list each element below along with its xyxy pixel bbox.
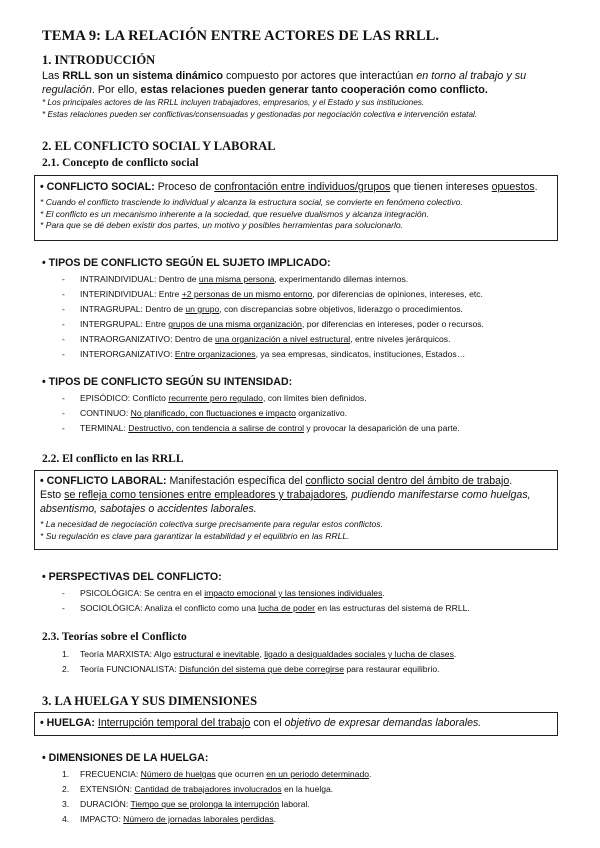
text: Proceso de bbox=[154, 181, 215, 193]
text: INTERINDIVIDUAL: Entre bbox=[80, 289, 182, 299]
definition-line bbox=[35, 180, 557, 194]
list-marker: - bbox=[62, 408, 65, 418]
underlined-text: Interrupción temporal del trabajo bbox=[97, 717, 251, 729]
section-heading-conflicto: 2. EL CONFLICTO SOCIAL Y LABORAL bbox=[42, 139, 276, 153]
section-heading-huelga: 3. LA HUELGA Y SUS DIMENSIONES bbox=[42, 694, 258, 708]
text: compuesto por actores que interactúan bbox=[223, 70, 417, 82]
text: , bbox=[259, 649, 265, 659]
list-item bbox=[62, 769, 371, 780]
underlined-text: un grupo bbox=[185, 304, 220, 314]
underlined-text: grupos de una misma organización bbox=[168, 319, 302, 329]
subsection-heading-2-3: 2.3. Teorías sobre el Conflicto bbox=[42, 631, 187, 643]
list-marker: - bbox=[62, 423, 65, 433]
intro-paragraph bbox=[42, 69, 562, 97]
text: que ocurren bbox=[215, 769, 267, 779]
definition-line bbox=[35, 502, 557, 516]
text: , ya sea empresas, sindicatos, instituciones, Estados… bbox=[255, 349, 466, 359]
underlined-text: conflicto social dentro del ámbito de trabajo bbox=[305, 475, 510, 487]
list-marker: 3. bbox=[62, 799, 70, 809]
list-item bbox=[62, 814, 276, 825]
text: en la huelga. bbox=[281, 784, 334, 794]
text: , entre niveles jerárquicos. bbox=[350, 334, 451, 344]
text: SOCIOLÓGICA: Analiza el conflicto como una bbox=[80, 603, 259, 613]
list-item bbox=[62, 784, 333, 795]
list-item bbox=[62, 334, 451, 345]
bold-text: RRLL son un sistema dinámico bbox=[62, 70, 224, 82]
text: DURACIÓN: bbox=[80, 799, 131, 809]
text: EXTENSIÓN: bbox=[80, 784, 135, 794]
definition-label: • HUELGA: bbox=[40, 717, 95, 729]
box-note: * El conflicto es un mecanismo inherente a la sociedad, que resuelve dualismos y alcanza integración. bbox=[40, 208, 429, 219]
list-heading-intensidad: • TIPOS DE CONFLICTO SEGÚN SU INTENSIDAD: bbox=[42, 376, 293, 388]
list-item bbox=[62, 274, 408, 285]
text: . bbox=[273, 814, 277, 824]
text: INTRAINDIVIDUAL: Dentro de bbox=[80, 274, 199, 284]
text: que tienen intereses bbox=[390, 181, 492, 193]
list-marker: - bbox=[62, 393, 65, 403]
underlined-text: Disfunción del sistema que debe corregirse bbox=[179, 664, 344, 674]
text: INTRAORGANIZATIVO: Dentro de bbox=[80, 334, 215, 344]
underlined-text: lucha de poder bbox=[258, 603, 316, 613]
list-item bbox=[62, 588, 385, 599]
text: y provocar la desaparición de una parte. bbox=[304, 423, 460, 433]
list-item bbox=[62, 664, 440, 675]
italic-text: absentismo, sabotajes o accidentes laborales. bbox=[40, 503, 257, 515]
underlined-text: confrontación entre individuos/grupos bbox=[214, 181, 391, 193]
list-marker: - bbox=[62, 603, 65, 613]
list-marker: - bbox=[62, 319, 65, 329]
list-marker: 2. bbox=[62, 784, 70, 794]
definition-line bbox=[35, 716, 557, 730]
list-item bbox=[62, 408, 347, 419]
text: INTERGRUPAL: Entre bbox=[80, 319, 169, 329]
box-note: * Su regulación es clave para garantizar la estabilidad y el equilibrio en las RRLL. bbox=[40, 530, 350, 541]
list-item bbox=[62, 603, 470, 614]
list-marker: - bbox=[62, 274, 65, 284]
list-heading-sujeto: • TIPOS DE CONFLICTO SEGÚN EL SUJETO IMPLICADO: bbox=[42, 257, 331, 269]
text: Teoría MARXISTA: Algo bbox=[80, 649, 174, 659]
list-item bbox=[62, 393, 367, 404]
text: . bbox=[382, 588, 385, 598]
underlined-text: en un periodo determinado bbox=[266, 769, 370, 779]
list-marker: - bbox=[62, 588, 65, 598]
text: Esto bbox=[40, 489, 65, 501]
text: Manifestación específica del bbox=[166, 475, 306, 487]
document-title: TEMA 9: LA RELACIÓN ENTRE ACTORES DE LAS RRLL. bbox=[42, 28, 440, 44]
list-marker: 1. bbox=[62, 769, 70, 779]
text: para restaurar equilibrio. bbox=[343, 664, 440, 674]
underlined-text: se refleja como tensiones entre empleadores y trabajadores bbox=[64, 489, 346, 501]
list-item bbox=[62, 649, 456, 660]
definition-line bbox=[35, 474, 557, 488]
definition-label: • CONFLICTO LABORAL: bbox=[40, 475, 167, 487]
list-marker: - bbox=[62, 289, 65, 299]
underlined-text: No planificado, con fluctuaciones e impacto bbox=[130, 408, 296, 418]
list-marker: - bbox=[62, 334, 65, 344]
list-item bbox=[62, 349, 465, 360]
underlined-text: Cantidad de trabajadores involucrados bbox=[134, 784, 282, 794]
italic-text: en torno al trabajo y su regulación bbox=[42, 70, 527, 96]
list-item bbox=[62, 319, 484, 330]
list-item bbox=[62, 799, 310, 810]
section-heading-introduccion: 1. INTRODUCCIÓN bbox=[42, 53, 156, 67]
underlined-text: Entre organizaciones bbox=[174, 349, 256, 359]
definition-line bbox=[35, 488, 557, 502]
text: . bbox=[369, 769, 372, 779]
intro-note-1: * Los principales actores de las RRLL incluyen trabajadores, empresarios, y el Estado y sus instituciones. bbox=[42, 98, 425, 107]
subsection-heading-2-1: 2.1. Concepto de conflicto social bbox=[42, 157, 199, 169]
list-item bbox=[62, 423, 460, 434]
italic-text: objetivo de expresar demandas laborales. bbox=[284, 717, 482, 729]
subsection-heading-2-2: 2.2. El conflicto en las RRLL bbox=[42, 453, 184, 465]
box-note: * Para que se dé deben existir dos partes, un motivo y posibles herramientas para solucionarlo. bbox=[40, 220, 404, 230]
underlined-text: opuestos bbox=[491, 181, 535, 193]
underlined-text: ligado a desigualdades sociales y lucha de clases bbox=[264, 649, 454, 659]
text: , con límites bien definidos. bbox=[262, 393, 367, 403]
underlined-text: impacto emocional y las tensiones individuales bbox=[204, 588, 383, 598]
underlined-text: Número de jornadas laborales perdidas bbox=[123, 814, 274, 824]
intro-note-2: * Estas relaciones pueden ser conflictivas/consensuadas y gestionadas por negociación colectiva e intervención estatal. bbox=[42, 110, 478, 119]
definition-box-conflicto-social bbox=[34, 175, 558, 241]
text: CONTINUO: bbox=[80, 408, 131, 418]
definition-label: • CONFLICTO SOCIAL: bbox=[40, 181, 155, 193]
text: laboral. bbox=[279, 799, 310, 809]
list-marker: - bbox=[62, 304, 65, 314]
text: , por diferencias de opiniones, intereses, etc. bbox=[312, 289, 483, 299]
definition-box-huelga bbox=[34, 712, 558, 736]
underlined-text: estructural e inevitable bbox=[173, 649, 260, 659]
underlined-text: Destructivo, con tendencia a salirse de control bbox=[128, 423, 305, 433]
underlined-text: Tiempo que se prolonga la interrupción bbox=[130, 799, 280, 809]
list-item bbox=[62, 289, 483, 300]
underlined-text: recurrente pero regulado bbox=[168, 393, 263, 403]
text: FRECUENCIA: bbox=[80, 769, 141, 779]
text: INTERORGANIZATIVO: bbox=[80, 349, 175, 359]
text: Teoría FUNCIONALISTA: bbox=[80, 664, 180, 674]
list-item bbox=[62, 304, 463, 315]
text: . Por ello, bbox=[91, 84, 141, 96]
list-heading-perspectivas: • PERSPECTIVAS DEL CONFLICTO: bbox=[42, 571, 222, 583]
text: organizativo. bbox=[295, 408, 348, 418]
box-note: * Cuando el conflicto trasciende lo individual y alcanza la estructura social, se convierte en fenómeno colectivo. bbox=[40, 197, 463, 207]
list-marker: - bbox=[62, 349, 65, 359]
text: Las bbox=[42, 70, 63, 82]
underlined-text: +2 personas de un mismo entorno bbox=[181, 289, 313, 299]
text: en las estructuras del sistema de RRLL. bbox=[315, 603, 470, 613]
underlined-text: una organización a nivel estructural bbox=[214, 334, 351, 344]
text: . bbox=[453, 649, 457, 659]
bold-text: estas relaciones pueden generar tanto cooperación como conflicto. bbox=[140, 84, 488, 96]
list-marker: 1. bbox=[62, 649, 70, 659]
italic-text: , pudiendo manifestarse como huelgas, bbox=[345, 489, 531, 501]
text: TERMINAL: bbox=[80, 423, 129, 433]
text: INTRAGRUPAL: Dentro de bbox=[80, 304, 186, 314]
list-heading-dimensiones: • DIMENSIONES DE LA HUELGA: bbox=[42, 752, 209, 764]
text: PSICOLÓGICA: Se centra en el bbox=[80, 588, 205, 598]
list-marker: 4. bbox=[62, 814, 70, 824]
underlined-text: Número de huelgas bbox=[140, 769, 216, 779]
list-marker: 2. bbox=[62, 664, 70, 674]
box-note: * La necesidad de negociación colectiva surge precisamente para regular estos conflictos. bbox=[40, 519, 383, 529]
text: . bbox=[534, 181, 538, 193]
definition-box-conflicto-laboral bbox=[34, 470, 558, 550]
text: EPISÓDICO: Conflicto bbox=[80, 393, 169, 403]
text: . bbox=[509, 475, 513, 487]
text: , experimentando dilemas internos. bbox=[274, 274, 409, 284]
text: IMPACTO: bbox=[80, 814, 124, 824]
underlined-text: una misma persona bbox=[198, 274, 275, 284]
text: con el bbox=[250, 717, 285, 729]
text: , con discrepancias sobre objetivos, liderazgo o procedimientos. bbox=[219, 304, 463, 314]
text: , por diferencias en intereses, poder o recursos. bbox=[301, 319, 484, 329]
